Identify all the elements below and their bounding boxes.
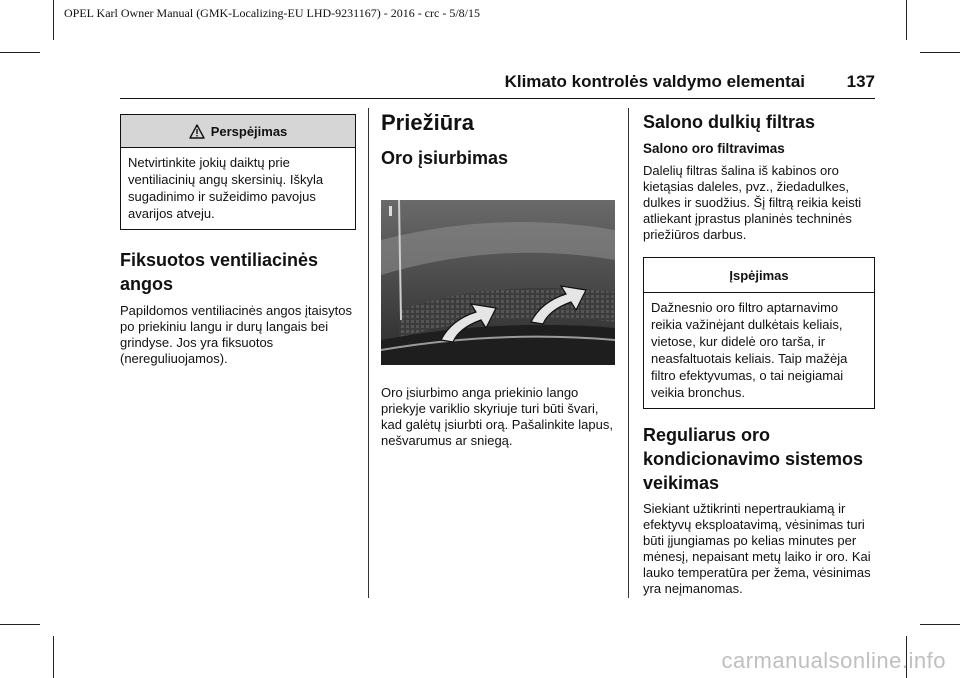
cabin-filtration-heading: Salono oro filtravimas bbox=[643, 141, 785, 156]
air-intake-text: Oro įsiurbimo anga priekinio lango priekyje variklio skyriuje turi būti švari, kad galėtų įsiurbti orą. Pašalinkite lapus, nešvarumus ar sniegą. bbox=[381, 385, 613, 448]
watermark: carmanualsonline.info bbox=[721, 648, 946, 673]
fixed-vents-heading: Fiksuotos ventiliacinės angos bbox=[120, 250, 319, 294]
ac-operation-heading: Reguliarus oro kondicionavimo sistemos veikimas bbox=[643, 425, 864, 493]
air-intake-heading: Oro įsiurbimas bbox=[381, 148, 509, 168]
warning-text: Netvirtinkite jokių daiktų prie ventiliacinių angų skersinių. Iškyla sugadinimo ir sužeidimo pavojus avarijos atveju. bbox=[128, 155, 324, 221]
warning-header bbox=[121, 115, 355, 148]
section-title: Klimato kontrolės valdymo elementai bbox=[504, 72, 805, 91]
warning-triangle-icon bbox=[189, 124, 205, 139]
pollen-filter-heading: Salono dulkių filtras bbox=[643, 112, 816, 132]
column-right bbox=[643, 110, 875, 597]
notice-header bbox=[644, 258, 874, 293]
pollen-filter-text: Dalelių filtras šalina iš kabinos oro kietąsias daleles, pvz., žiedadulkes, dulkes ir suodžius. Šį filtrą reikia keisti atliekant įprastus planinės techninės priežiūros darbus. bbox=[643, 163, 862, 242]
column-divider bbox=[368, 108, 369, 598]
warning-box bbox=[120, 114, 356, 230]
notice-title: Įspėjimas bbox=[729, 267, 789, 283]
warning-title: Perspėjimas bbox=[210, 123, 288, 139]
column-divider bbox=[628, 108, 629, 598]
crop-mark bbox=[53, 0, 54, 40]
column-left bbox=[120, 114, 356, 367]
fixed-vents-text: Papildomos ventiliacinės angos įtaisytos po priekiniu langu ir durų langais bei grindyse. Jos yra fiksuotos (nereguliuojamos). bbox=[120, 303, 352, 366]
crop-mark bbox=[0, 624, 40, 625]
crop-mark bbox=[906, 0, 907, 40]
document-meta: OPEL Karl Owner Manual (GMK-Localizing-EU LHD-9231167) - 2016 - crc - 5/8/15 bbox=[64, 6, 480, 20]
maintenance-heading: Priežiūra bbox=[381, 110, 474, 135]
air-intake-photo bbox=[381, 200, 615, 365]
column-middle bbox=[381, 110, 615, 449]
notice-text: Dažnesnio oro filtro aptarnavimo reikia važinėjant dulkėtais keliais, vietose, kur didelė oro tarša, ir neasfaltuotais keliais. Taip mažėja filtro efektyvumas, o tai neigiamai veikia bronchus. bbox=[651, 300, 848, 400]
ac-operation-text: Siekiant užtikrinti nepertraukiamą ir efektyvų eksploatavimą, vėsinimas turi būti įjungiamas po kelias minutes per mėnesį, nepaisant metų laiko ir oro. Kai lauko temperatūra per žema, vėsinimas yra neįmanomas. bbox=[643, 501, 871, 596]
crop-mark bbox=[53, 636, 54, 678]
crop-mark bbox=[920, 624, 960, 625]
notice-box bbox=[643, 257, 875, 409]
air-intake-illustration bbox=[381, 200, 615, 365]
crop-mark bbox=[0, 52, 40, 53]
page-number: 137 bbox=[846, 72, 875, 91]
page-header bbox=[120, 68, 875, 99]
crop-mark bbox=[920, 52, 960, 53]
